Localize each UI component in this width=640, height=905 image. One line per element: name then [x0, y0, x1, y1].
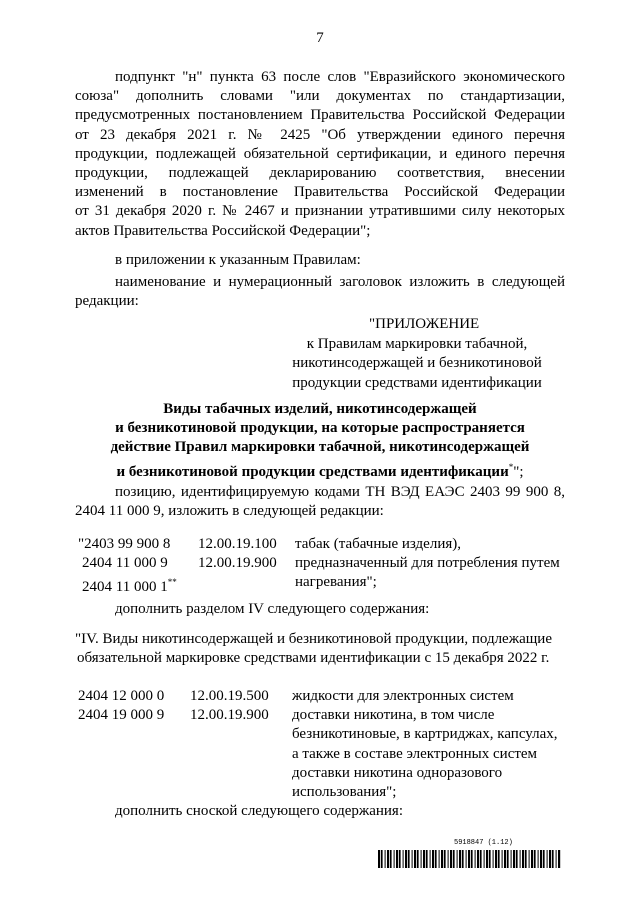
description-line: предназначенный для потребления путем: [295, 555, 560, 572]
code: 2404 11 000 1: [82, 579, 168, 596]
text-line: позицию, идентифицируемую кодами ТН ВЭД ЕАЭС 2403 99 900 8,: [115, 484, 565, 500]
code: "2403 99 900 8: [78, 536, 171, 552]
text-line: дополнить разделом IV следующего содержания:: [115, 601, 430, 617]
description-line: использования";: [292, 784, 397, 801]
text-line: в приложении к указанным Правилам:: [115, 252, 361, 268]
description-line: доставки никотина, в том числе: [292, 707, 495, 724]
footnote-marker: *: [508, 461, 514, 472]
text-line: союза" дополнить словами "или документах по стандартизации,: [75, 88, 565, 105]
code: 2404 19 000 9: [78, 707, 165, 724]
paragraph-appendix-rules: [75, 251, 565, 270]
text-line: редакции:: [75, 293, 139, 310]
paragraph-add-section: [75, 600, 565, 619]
appendix-title: "ПРИЛОЖЕНИЕ: [369, 316, 480, 332]
section-line: обязательной маркировке средствами идентификации с 15 декабря 2022 г.: [77, 650, 550, 667]
title-line: Виды табачных изделий, никотинсодержащей: [163, 401, 477, 417]
text-line: продукции, подлежащей декларированию соответствия, внесении: [75, 165, 565, 182]
code: 2404 11 000 9: [82, 555, 168, 572]
page-number: 7: [316, 30, 324, 46]
text-line: 2404 11 000 9, изложить в следующей редакции:: [75, 503, 384, 520]
table1-codes: [78, 535, 177, 598]
paragraph-heading-instruction: [75, 273, 565, 311]
appendix-line: к Правилам маркировки табачной,: [306, 335, 528, 352]
text-line: подпункт "н" пункта 63 после слов "Евразийского экономического: [115, 69, 565, 85]
text-line: изменений в постановление Правительства Российской Федерации: [75, 184, 565, 201]
table2-description: [292, 687, 582, 802]
table1-description: [295, 535, 575, 593]
description-line: безникотиновые, в картриджах, капсулах,: [292, 726, 558, 743]
okpd-code: 12.00.19.100: [198, 536, 277, 552]
barcode-icon: [378, 850, 561, 868]
text-line: от 31 декабря 2020 г. № 2467 и признании утратившими силу некоторых: [75, 203, 565, 220]
code: 2404 12 000 0: [78, 688, 165, 704]
barcode-label: 5918847 (1.12): [454, 839, 513, 847]
footnote-marker: **: [167, 577, 177, 588]
description-line: табак (табачные изделия),: [295, 536, 461, 552]
text-line: от 23 декабря 2021 г. № 2425 "Об утверждении единого перечня: [75, 126, 565, 143]
text-line: актов Правительства Российской Федерации";: [75, 222, 371, 239]
table2-okpd: [190, 687, 269, 725]
table2-codes: [78, 687, 164, 725]
table1-okpd: [198, 535, 277, 573]
okpd-code: 12.00.19.900: [190, 707, 269, 724]
paragraph-add-footnote: [75, 802, 565, 821]
okpd-code: 12.00.19.900: [198, 555, 277, 572]
text-line: предусмотренных постановлением Правительства Российской Федерации: [75, 107, 565, 124]
title-line: действие Правил маркировки табачной, никотинсодержащей: [110, 439, 530, 456]
paragraph-position: [75, 483, 565, 521]
title-tail: ";: [513, 463, 524, 480]
document-title: [75, 400, 565, 482]
appendix-line: продукции средствами идентификации: [292, 374, 542, 391]
text-line: продукции, подлежащей обязательной сертификации, и единого перечня: [75, 145, 565, 162]
description-line: а также в составе электронных систем: [292, 745, 538, 762]
section-line: "IV. Виды никотинсодержащей и безникотиновой продукции, подлежащие: [75, 631, 552, 647]
okpd-code: 12.00.19.500: [190, 688, 269, 704]
description-line: жидкости для электронных систем: [292, 688, 514, 704]
text-line: наименование и нумерационный заголовок изложить в следующей: [115, 274, 565, 290]
title-text: и безникотиновой продукции средствами идентификации: [116, 463, 509, 480]
code-with-note: [78, 573, 177, 597]
description-line: нагревания";: [295, 574, 377, 591]
paragraph-subpoint-n: [75, 68, 565, 241]
section-iv-heading: [75, 630, 570, 668]
description-line: доставки никотина одноразового: [292, 764, 503, 781]
appendix-line: никотинсодержащей и безникотиновой: [292, 355, 542, 371]
appendix-header: [282, 315, 582, 393]
title-line-last: [75, 458, 565, 482]
text-line: дополнить сноской следующего содержания:: [115, 803, 404, 819]
title-line: и безникотиновой продукции, на которые распространяется: [115, 420, 525, 437]
